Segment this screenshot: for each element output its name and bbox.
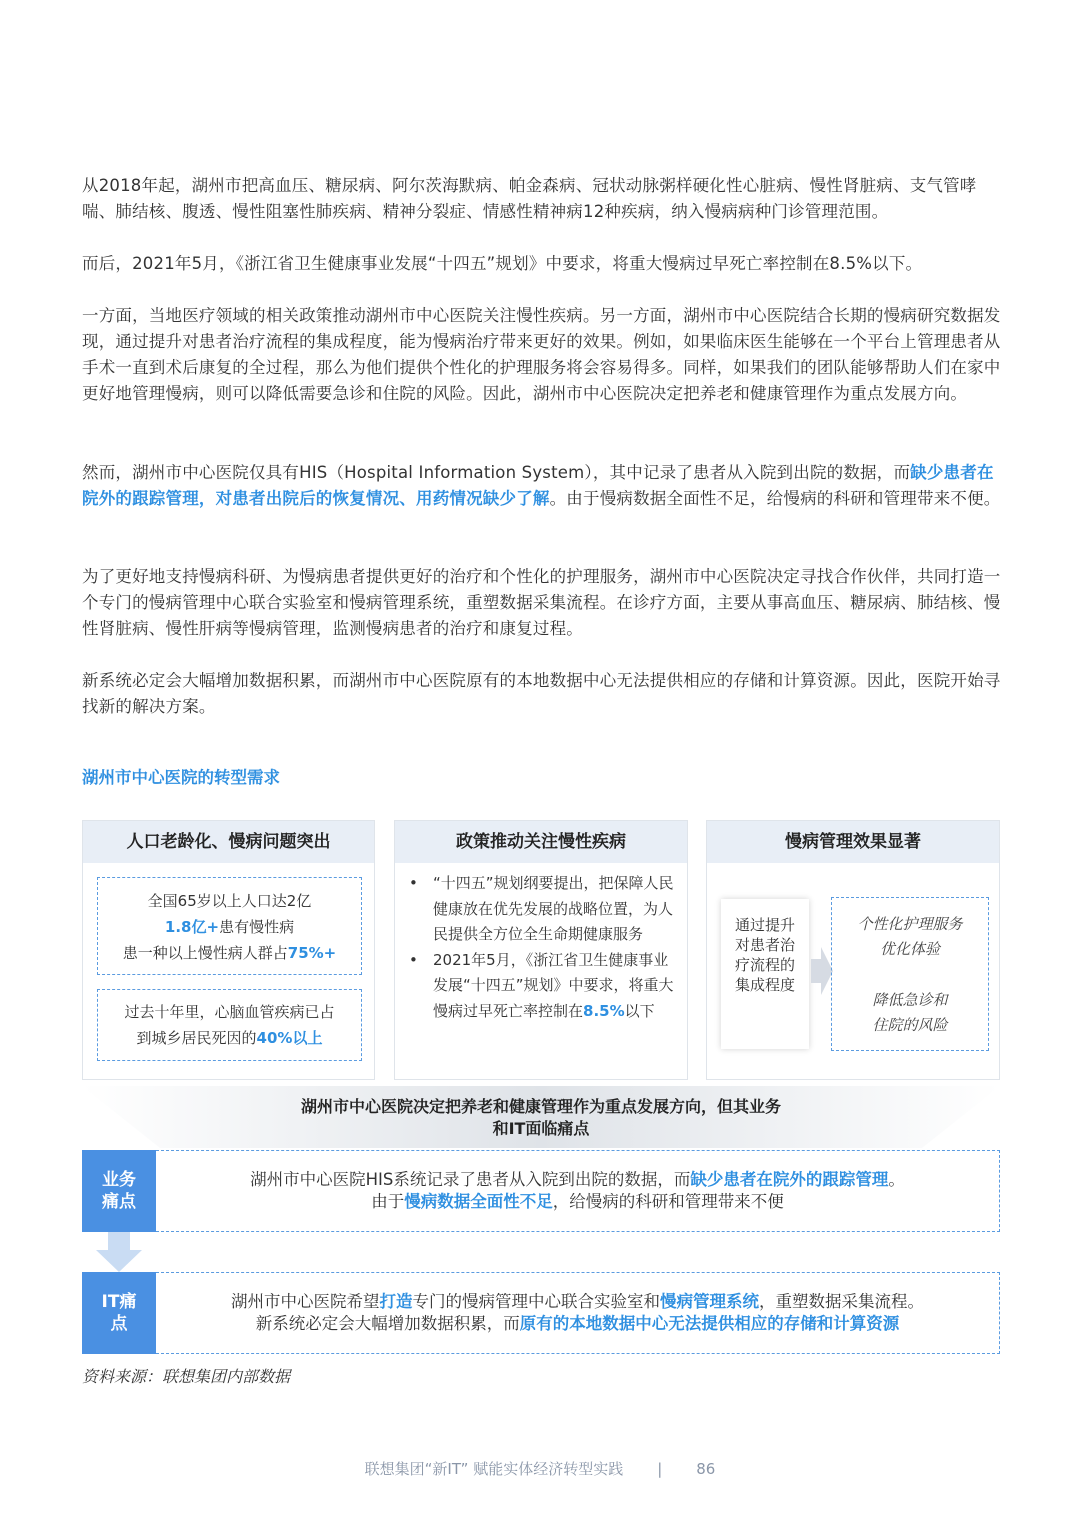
management-effect-card	[706, 820, 1000, 1080]
benefit-line: 个性化护理服务	[857, 915, 963, 933]
stat-text: 患一种以上慢性病人群占	[122, 944, 288, 962]
policy-bullet-list	[407, 871, 677, 1024]
paragraph-1: 从2018年起，湖州市把高血压、糖尿病、阿尔茨海默病、帕金森病、冠状动脉粥样硬化性心脏病、慢性肾脏病、支气管哮喘、肺结核、腹透、慢性阻塞性肺疾病、精神分裂症、情感性精神病12种疾病，纳入慢病病种门诊管理范围。	[82, 176, 977, 221]
figure-title: 湖州市中心医院的转型需求	[82, 768, 280, 787]
population-stats-box	[97, 877, 362, 975]
it-pain-box	[156, 1272, 1000, 1354]
business-pain-box	[156, 1150, 1000, 1232]
integration-box: 通过提升对患者治疗流程的集成程度	[721, 899, 809, 1049]
bullet-text-end: 以下	[624, 1001, 655, 1020]
page-number: 86	[696, 1460, 716, 1478]
card-heading: 人口老龄化、慢病问题突出	[83, 821, 374, 863]
down-arrow-icon	[96, 1232, 142, 1272]
stat-highlight: 75%+	[287, 944, 337, 962]
benefit-line: 降低急诊和	[872, 991, 948, 1009]
footer-divider: |	[657, 1460, 663, 1478]
conclusion-banner-text	[82, 1096, 1000, 1140]
policy-card	[394, 820, 688, 1080]
pain-highlight: 慢病管理系统	[660, 1292, 759, 1311]
stat-line: 全国65岁以上人口达2亿	[147, 892, 312, 910]
label-line: 痛点	[102, 1192, 136, 1212]
paragraph-4-highlight: 缺少患者在院外的跟踪管理，对患者出院后的恢复情况、用药情况缺少了解	[82, 463, 994, 508]
pain-highlight: 原有的本地数据中心无法提供相应的存储和计算资源	[519, 1314, 900, 1333]
pain-text: 湖州市中心医院希望	[231, 1292, 380, 1311]
pain-highlight: 缺少患者在院外的跟踪管理	[690, 1170, 889, 1189]
label-line: 点	[110, 1314, 128, 1334]
pain-text: ，给慢病的科研和管理带来不便	[552, 1192, 784, 1211]
paragraph-4-text: 然而，湖州市中心医院仅具有HIS（Hospital Information System），其中记录了患者从入院到出院的数据，而	[82, 463, 911, 482]
policy-bullet	[407, 948, 677, 1025]
bullet-icon: •	[409, 874, 418, 892]
stat-highlight: 40%以上	[256, 1029, 323, 1047]
data-source-note: 资料来源：联想集团内部数据	[82, 1367, 291, 1386]
footer-title: 联想集团“新IT” 赋能实体经济转型实践	[364, 1460, 624, 1478]
bullet-icon: •	[409, 950, 418, 969]
pain-line	[156, 1169, 999, 1191]
pain-line	[156, 1291, 999, 1313]
page-footer	[0, 1458, 1080, 1479]
stat-highlight: 1.8亿+	[164, 918, 220, 936]
paragraph-2: 而后，2021年5月，《浙江省卫生健康事业发展“十四五”规划》中要求，将重大慢病过早死亡率控制在8.5%以下。	[82, 254, 923, 273]
paragraph-4-end: 。由于慢病数据全面性不足，给慢病的科研和管理带来不便。	[549, 489, 1001, 508]
banner-line: 湖州市中心医院决定把养老和健康管理作为重点发展方向，但其业务	[300, 1097, 781, 1116]
paragraph-4	[82, 460, 1002, 512]
pain-text: 专门的慢病管理中心联合实验室和	[412, 1292, 660, 1311]
stat-line: 过去十年里，心脑血管疾病已占	[124, 1003, 335, 1021]
paragraph-5: 为了更好地支持慢病科研、为慢病患者提供更好的治疗和个性化的护理服务，湖州市中心医院决定寻找合作伙伴，共同打造一个专门的慢病管理中心联合实验室和慢病管理系统，重塑数据采集流程。在诊疗方面，主要从事高血压、糖尿病、肺结核、慢性肾脏病、慢性肝病等慢病管理，监测慢病患者的治疗和康复过程。	[82, 567, 1001, 638]
stat-line	[98, 914, 361, 940]
right-arrow-icon	[811, 947, 833, 995]
mortality-stats-box	[97, 989, 362, 1061]
stat-text: 到城乡居民死因的	[136, 1029, 257, 1047]
stat-line	[98, 1025, 361, 1051]
benefits-box	[831, 897, 989, 1051]
pain-line	[156, 1313, 999, 1335]
benefit-line: 优化体验	[879, 940, 940, 958]
benefit-line: 住院的风险	[872, 1016, 948, 1034]
banner-line: 和IT面临痛点	[492, 1119, 590, 1138]
pain-text: 由于	[371, 1192, 405, 1211]
card-heading: 政策推动关注慢性疾病	[395, 821, 687, 863]
pain-highlight: 打造	[379, 1292, 413, 1311]
stat-line	[98, 940, 361, 966]
bullet-text: “十四五”规划纲要提出，把保障人民健康放在优先发展的战略位置，为人民提供全方位全生命期健康服务	[433, 874, 674, 943]
stat-text: 患有慢性病	[219, 918, 295, 936]
pain-text: 湖州市中心医院HIS系统记录了患者从入院到出院的数据，而	[250, 1170, 691, 1189]
it-pain-label	[82, 1272, 156, 1354]
label-line: 业务	[102, 1170, 136, 1190]
card-heading: 慢病管理效果显著	[707, 821, 999, 863]
pain-highlight: 慢病数据全面性不足	[404, 1192, 553, 1211]
policy-bullet	[407, 871, 677, 948]
bullet-highlight: 8.5%	[583, 1001, 625, 1020]
aging-chronic-disease-card	[82, 820, 375, 1080]
pain-text: 新系统必定会大幅增加数据积累，而	[255, 1314, 520, 1333]
business-pain-label	[82, 1150, 156, 1232]
pain-line	[156, 1191, 999, 1213]
pain-text: 。	[888, 1170, 905, 1189]
pain-text: ，重塑数据采集流程。	[759, 1292, 924, 1311]
paragraph-6: 新系统必定会大幅增加数据积累，而湖州市中心医院原有的本地数据中心无法提供相应的存储和计算资源。因此，医院开始寻找新的解决方案。	[82, 671, 1001, 716]
paragraph-3: 一方面，当地医疗领域的相关政策推动湖州市中心医院关注慢性疾病。另一方面，湖州市中心医院结合长期的慢病研究数据发现，通过提升对患者治疗流程的集成程度，能为慢病治疗带来更好的效果。例如，如果临床医生能够在一个平台上管理患者从手术一直到术后康复的全过程，那么为他们提供个性化的护理服务将会容易得多。同样，如果我们的团队能够帮助人们在家中更好地管理慢病，则可以降低需要急诊和住院的风险。因此，湖州市中心医院决定把养老和健康管理作为重点发展方向。	[82, 306, 1001, 403]
bullet-text: 2021年5月，《浙江省卫生健康事业发展“十四五”规划》中要求，将重大慢病过早死亡率控制在	[433, 950, 674, 1020]
label-line: IT痛	[101, 1292, 137, 1312]
